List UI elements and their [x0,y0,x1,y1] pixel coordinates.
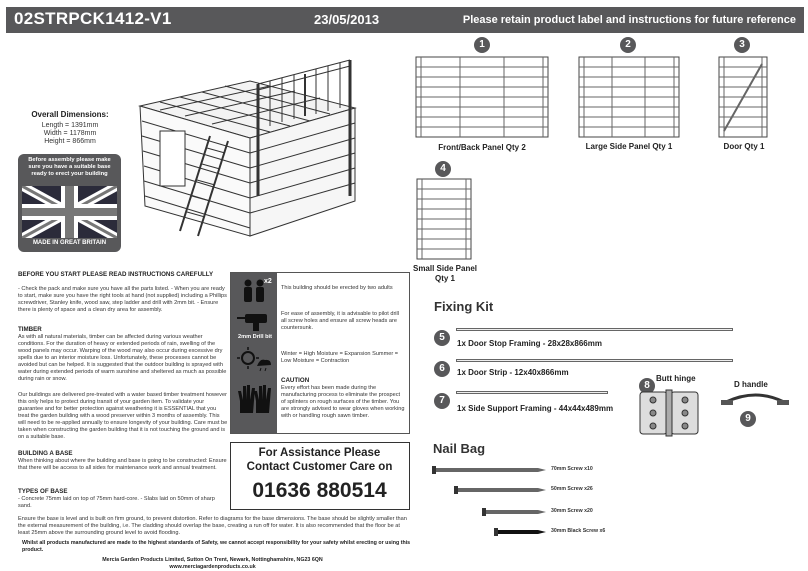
types-text: - Concrete 75mm laid on top of 75mm hard-core. - Slabs laid on 50mm of sharp sand. [18,496,215,509]
nail-bag-title: Nail Bag [433,441,486,456]
checks-text: - Check the pack and make sure you have all the parts listed. - When you are ready to start, make sure you have the right tools at hand (not supplied) including a Phillips screwdriver, Stanley knife, wood saw, step ladder and drill with 2mm bit. - Ensure there is plenty of space and a clean dry area for assembly. [18,286,227,313]
header-bar [6,7,804,33]
side-support-framing-drawing [456,391,608,394]
panel-label: Door Qty 1 [723,142,765,151]
base-heading: BUILDING A BASE [18,450,73,457]
large-side-panel-drawing [578,56,680,138]
panel-number: 1 [474,37,490,53]
screw-label: 70mm Screw x10 [551,466,593,472]
footer-address: Mercia Garden Products Limited, Sutton On Trent, Newark, Nottinghamshire, NG23 6QN [102,557,323,563]
weather-text: Winter = High Moisture = Expansion Summer = Low Moisture = Contraction [281,351,399,364]
product-code: 02STRPCK1412-V1 [14,9,172,28]
panel-label: Large Side Panel Qty 1 [585,142,673,151]
people-count: x2 [264,278,272,285]
kit-item-label: 1x Side Support Framing - 44x44x489mm [457,404,614,413]
people-text: This building should be erected by two adults [281,285,393,291]
contact-box [230,442,410,510]
door-stop-framing-drawing [456,328,733,331]
panel-number: 2 [620,37,636,53]
base-level-text: Ensure the base is level and is built on firm ground, to prevent distortion. Refer to diagrams for the base dimensions. The base should be slightly smaller than the external measurement of the building, i.e. The cladding should overlap the base, creating a run off for water. It is also recommended that the floor be at least 25mm above the surrounding ground level to avoid flooding. [18,516,407,536]
kit-item-label: 1x Door Strip - 12x40x866mm [457,368,569,377]
tips-box [230,272,410,434]
drill-icon [237,311,273,331]
screw-label: 30mm Screw x20 [551,508,593,514]
door-drawing [718,56,768,138]
union-flag-icon [22,186,117,238]
screw-label: 50mm Screw x26 [551,486,593,492]
dimension-height: Height = 866mm [44,138,96,145]
dimensions-title: Overall Dimensions: [31,110,109,119]
instructions-heading: BEFORE YOU START PLEASE READ INSTRUCTIONS CAREFULLY [18,271,214,278]
panel-number: 4 [435,161,451,177]
kit-item-number: 7 [434,393,450,409]
kit-item-label: 1x Door Stop Framing - 28x28x866mm [457,339,602,348]
kit-item-number: 5 [434,330,450,346]
safety-text: Whilst all products manufactured are made to the highest standards of Safety, we cannot accept responsibility for your safety whilst erecting or using this product. [22,540,411,553]
assembly-note: Before assembly please make sure you have a suitable base ready to erect your building [28,157,111,177]
timber-heading: TIMBER [18,326,42,333]
types-heading: TYPES OF BASE [18,488,68,495]
fixing-kit-title: Fixing Kit [434,299,494,314]
assembly-box [18,154,121,252]
small-side-panel-drawing [416,178,472,260]
retain-note: Please retain product label and instructions for future reference [462,14,796,26]
butt-hinge-icon [638,388,700,438]
panel-label: Small Side Panel Qty 1 [412,264,478,283]
panel-label: Front/Back Panel Qty 2 [438,143,526,152]
document-date: 23/05/2013 [314,12,380,27]
drill-label: 2mm Drill bit [238,334,272,340]
kit-item-number: 6 [434,361,450,377]
panel-number: 3 [734,37,750,53]
made-in-label: MADE IN GREAT BRITAIN [32,240,107,246]
contact-line-1: For Assistance Please [258,447,381,459]
base-text: When thinking about where the building and base is going to be constructed: Ensure that there will be access to all sides for maintenance work and annual treatment. [18,458,227,471]
gloves-icon [237,383,273,417]
handle-label: D handle [734,380,768,389]
caution-text: Every effort has been made during the manufacturing process to eliminate the prospect of splinters on rough surfaces of the timber. You are strongly advised to wear gloves when working with or handling rough sawn timber. [281,385,405,419]
contact-line-2: Contact Customer Care on [246,461,393,473]
hinge-label: Butt hinge [656,374,696,383]
screw-label: 30mm Black Screw x6 [551,528,606,534]
caution-heading: CAUTION [281,377,310,384]
front-back-panel-drawing [415,56,549,138]
dimension-width: Width = 1178mm [43,130,97,137]
timber-text: As with all natural materials, timber can be affected during various weather conditions. For the duration of heavy or extended periods of rain, swelling of the wood panels may occur. Warping of the wood may also occur during excessive dry spells due to an interior moisture loss. Unfortunately, these processes cannot be avoided but can be helped. It is suggested that the outdoor building is sprayed with water during extended periods of warm sunshine and sheltered as much as possible during rain or snow. [18,334,227,382]
building-illustration [130,46,368,251]
screws-drawing [430,460,550,540]
treatment-text: Our buildings are delivered pre-treated with a water based timber treatment however this only helps to protect during transit of your garden item. To validate your guarantee and for better protection against weathering it is ESSENTIAL that you treat the garden building with a wood preserver within 3 months of assembly. This will need to be re-applied annually to ensure longevity of your building. Care must be taken when constructing the garden building that it is not touching the ground and is on a suitable base. [18,392,228,440]
phone-number: 01636 880514 [252,479,387,502]
drill-text: For ease of assembly, it is advisable to pilot drill all screw holes and ensure all screw heads are countersunk. [281,311,400,331]
d-handle-icon [720,390,790,410]
kit-item-number: 9 [740,411,756,427]
weather-icon [237,346,273,372]
kit-item-number: 8 [639,378,655,394]
footer-website: www.merciagardenproducts.co.uk [169,564,256,570]
door-strip-drawing [456,359,733,362]
dimension-length: Length = 1391mm [41,122,99,129]
